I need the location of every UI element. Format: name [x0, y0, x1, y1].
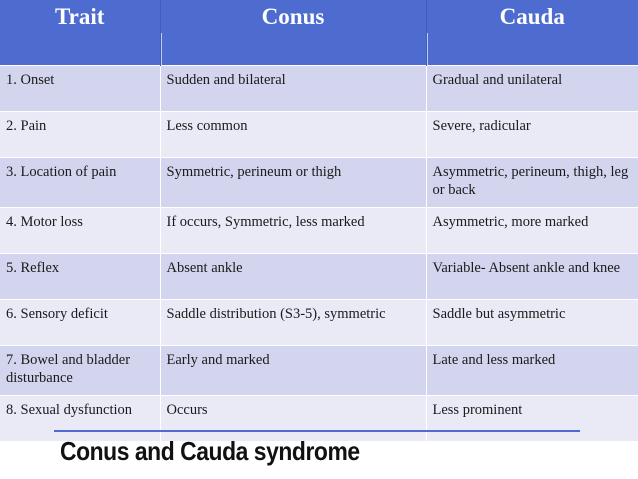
table-row	[0, 300, 638, 346]
table-row	[0, 66, 638, 112]
header-cauda-label: Cauda	[499, 4, 565, 29]
cell-trait: 4. Motor loss	[0, 208, 160, 254]
cell-cauda: Severe, radicular	[426, 112, 638, 158]
cell-trait: 7. Bowel and bladder disturbance	[0, 346, 160, 396]
table-row	[0, 346, 638, 396]
cell-cauda: Asymmetric, more marked	[426, 208, 638, 254]
header-conus-label: Conus	[261, 4, 325, 29]
cell-conus: Saddle distribution (S3-5), symmetric	[160, 300, 426, 346]
cell-cauda: Less prominent	[426, 396, 638, 442]
cell-conus: Symmetric, perineum or thigh	[160, 158, 426, 208]
cell-conus: Absent ankle	[160, 254, 426, 300]
cell-cauda: Gradual and unilateral	[426, 66, 638, 112]
header-trait	[0, 0, 160, 66]
header-cauda	[426, 0, 638, 66]
header-row	[0, 0, 638, 66]
cell-trait: 3. Location of pain	[0, 158, 160, 208]
table-row	[0, 396, 638, 442]
cell-conus: Sudden and bilateral	[160, 66, 426, 112]
cell-conus: Occurs	[160, 396, 426, 442]
cell-conus: Early and marked	[160, 346, 426, 396]
cell-trait: 8. Sexual dysfunction	[0, 396, 160, 442]
header-divider	[427, 33, 428, 65]
cell-trait: 6. Sensory deficit	[0, 300, 160, 346]
cell-cauda: Saddle but asymmetric	[426, 300, 638, 346]
table-row	[0, 208, 638, 254]
header-trait-label: Trait	[55, 4, 105, 29]
cell-conus: If occurs, Symmetric, less marked	[160, 208, 426, 254]
title-divider	[54, 430, 580, 432]
table-row	[0, 254, 638, 300]
header-divider	[161, 33, 162, 65]
header-conus	[160, 0, 426, 66]
table-row	[0, 112, 638, 158]
table-body	[0, 66, 638, 442]
cell-cauda: Late and less marked	[426, 346, 638, 396]
cell-trait: 1. Onset	[0, 66, 160, 112]
cell-conus: Less common	[160, 112, 426, 158]
cell-trait: 2. Pain	[0, 112, 160, 158]
table-header	[0, 0, 638, 66]
cell-cauda: Variable- Absent ankle and knee	[426, 254, 638, 300]
cell-trait: 5. Reflex	[0, 254, 160, 300]
table-row	[0, 158, 638, 208]
cell-cauda: Asymmetric, perineum, thigh, leg or back	[426, 158, 638, 208]
page-title: Conus and Cauda syndrome	[60, 436, 360, 466]
